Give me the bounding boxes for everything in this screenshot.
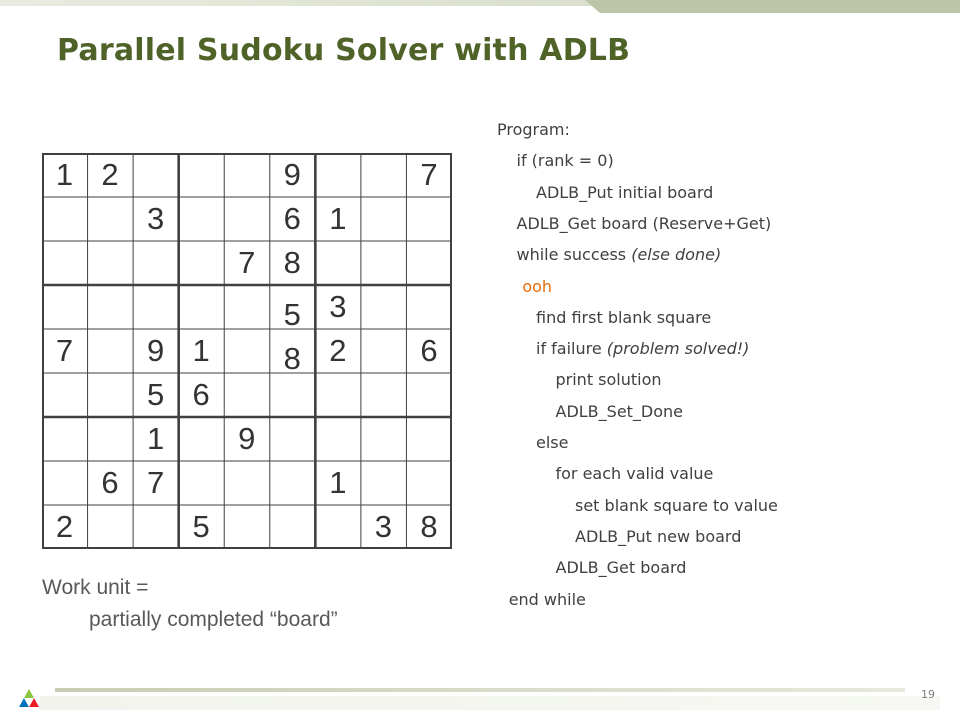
work-unit-caption [42,576,338,632]
sudoku-cell-digit: 1 [329,465,347,500]
sudoku-cell-digit: 1 [329,201,347,236]
sudoku-cell-digit: 1 [146,421,165,456]
sudoku-cell-digit: 7 [55,333,74,368]
sudoku-cell-digit: 7 [146,465,165,500]
sudoku-cell-digit: 6 [192,377,210,412]
sudoku-cell-digit: 8 [420,509,438,544]
sudoku-cell-digit: 9 [146,333,165,368]
program-line-comment: (problem solved!) [606,339,750,359]
bottom-decor-bar-light [40,696,940,710]
slide-title: Parallel Sudoku Solver with ADLB [57,33,631,68]
sudoku-cell-digit: 2 [55,509,74,544]
program-line: Program: [497,120,570,139]
program-line: end while [508,589,586,609]
sudoku-cell-digit: 2 [101,157,119,192]
sudoku-cell-candidate: 8 [283,341,301,376]
sudoku-grid [42,153,452,549]
page-number: 19 [921,688,935,701]
sudoku-cell-digit: 3 [146,201,165,236]
program-line: if (rank = 0) [516,151,614,171]
top-decor-bar-right [585,0,960,13]
sudoku-cell-digit: 5 [192,509,210,544]
program-line: ADLB_Put new board [575,526,742,546]
program-line: find first blank square [536,307,712,327]
program-line: else [536,433,569,452]
sudoku-cell-digit: 6 [101,465,119,500]
sudoku-cell-digit: 6 [283,201,301,236]
sudoku-cell-digit: 1 [55,157,74,192]
sudoku-cell-digit: 7 [420,157,438,192]
program-line: if failure (problem solved!) [536,339,750,359]
sudoku-cell-digit: 9 [283,157,301,192]
argonne-logo-icon [18,688,40,708]
program-line: ADLB_Put initial board [536,182,714,202]
bottom-decor-bar-dark [55,688,905,692]
program-line: ADLB_Get board [555,558,687,578]
program-line: ooh [522,276,553,296]
program-line-comment: (else done) [631,245,722,265]
sudoku-cell-digit: 3 [329,289,347,324]
work-unit-line2: partially completed “board” [89,608,338,631]
program-line: while success (else done) [516,245,722,265]
sudoku-cell-digit: 7 [238,245,256,280]
sudoku-cell-digit: 2 [329,333,347,368]
sudoku-cell-digit: 9 [238,421,256,456]
program-line: for each valid value [555,464,714,484]
sudoku-cell-digit: 6 [420,333,438,368]
sudoku-cell-digit: 5 [146,377,165,412]
program-line: set blank square to value [575,495,778,515]
sudoku-cell-digit: 3 [374,509,392,544]
sudoku-cell-candidate: 5 [283,297,301,332]
bottom-decor [0,680,960,720]
sudoku-cell-digit: 1 [192,333,210,368]
sudoku-cell-digit: 8 [283,245,301,280]
program-line: ADLB_Set_Done [555,401,684,421]
top-decor-bar-left [0,0,600,6]
work-unit-line1: Work unit = [42,576,149,599]
program-line: print solution [555,370,662,390]
program-line: ADLB_Get board (Reserve+Get) [516,213,772,233]
